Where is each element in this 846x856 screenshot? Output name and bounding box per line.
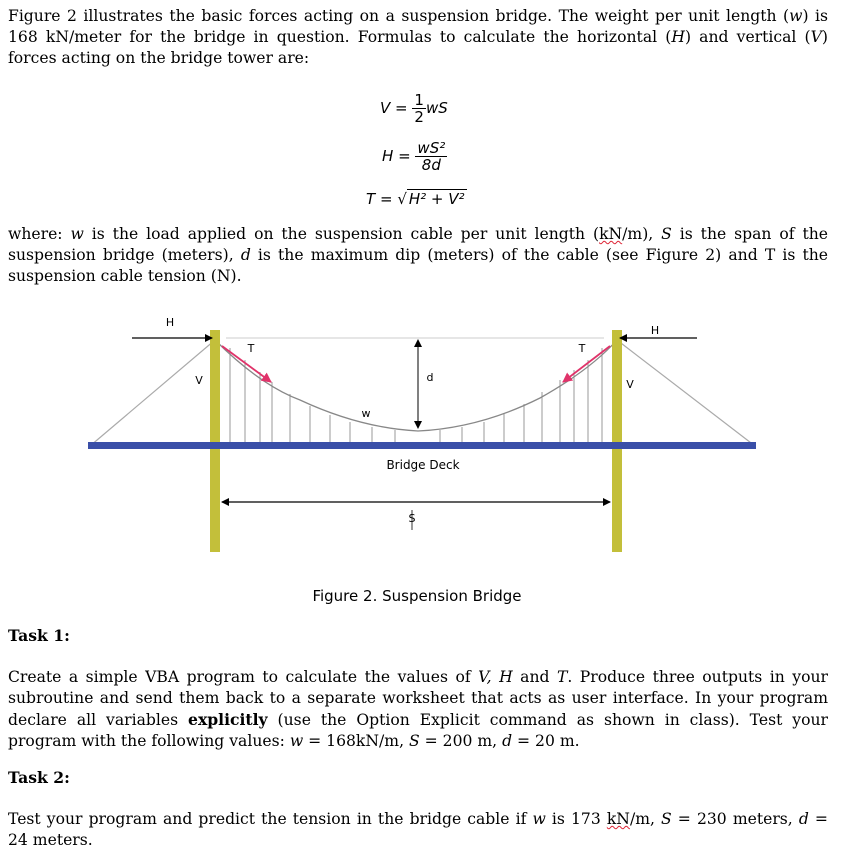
- formula-t-eq: =: [379, 190, 393, 208]
- t-arrow-left: [222, 346, 271, 382]
- label-h-right: H: [650, 324, 660, 337]
- task2-text-4: = 230 meters,: [671, 810, 799, 828]
- task2-text-3: /m,: [629, 810, 662, 828]
- formula-h-fraction: [415, 140, 447, 173]
- formula-t-lhs: T: [366, 190, 376, 208]
- task2-var-s: S: [661, 810, 672, 828]
- label-v-left: V: [195, 374, 203, 387]
- where-unit-kn: kN: [599, 225, 623, 243]
- formula-v-num: 1: [414, 91, 424, 109]
- intro-var-H: H: [671, 28, 685, 46]
- label-s: S: [408, 512, 416, 525]
- formula-t: [366, 190, 467, 208]
- where-text-2: is the load applied on the suspension cable per unit length (: [83, 225, 600, 243]
- intro-text-4: ) forces acting on the bridge tower are:: [8, 28, 828, 67]
- where-text-1: where:: [8, 225, 71, 243]
- where-paragraph: [8, 224, 828, 287]
- right-tower: [612, 330, 622, 552]
- task1-text-2: and: [512, 668, 557, 686]
- task1-var-t: T: [556, 668, 568, 686]
- task2-var-d: d: [798, 810, 809, 828]
- formula-h-den: 8d: [421, 156, 441, 174]
- suspension-bridge-figure: [0, 300, 846, 600]
- formula-v-rhs: wS: [425, 99, 448, 117]
- intro-var-V: V: [810, 28, 822, 46]
- intro-text-1: Figure 2 illustrates the basic forces acting on a suspension bridge. The weight per unit length (: [8, 7, 790, 25]
- where-var-w: w: [70, 225, 84, 243]
- formula-v-eq: =: [395, 99, 408, 117]
- task1-var-w: w: [289, 732, 304, 750]
- formula-t-rhs: H² + V²: [408, 190, 465, 208]
- task1-text-6: = 200 m,: [419, 732, 503, 750]
- intro-paragraph: [8, 6, 828, 69]
- task2-var-w: w: [532, 810, 546, 828]
- label-h-left: H: [165, 316, 175, 329]
- task1-paragraph: [8, 667, 828, 752]
- task1-heading: Task 1:: [8, 626, 70, 645]
- task1-var-s: S: [408, 732, 420, 750]
- task2-unit-kn: kN: [606, 810, 630, 828]
- task2-heading: Task 2:: [8, 768, 70, 787]
- formula-v: [380, 92, 448, 125]
- task1-var-vh: V, H: [478, 668, 513, 686]
- task1-text-3: . Produce three outputs in your subroutine and send them back to a separate worksheet that acts as user interface. In your program declare all variables: [8, 668, 828, 729]
- label-t-left: T: [247, 342, 255, 355]
- task1-text-4: (use the Option Explicit command as shown in class). Test your program with the following values:: [8, 711, 829, 750]
- formula-h-num: wS²: [417, 139, 446, 157]
- main-cable: [215, 340, 617, 431]
- task1-bold-explicitly: explicitly: [188, 710, 268, 729]
- where-text-5: is the maximum dip (meters) of the cable (see Figure 2) and T is the suspension cable tension (N).: [8, 246, 828, 285]
- task1-text-7: = 20 m.: [512, 732, 580, 750]
- t-arrow-right: [563, 346, 610, 382]
- task2-text-2: is 173: [545, 810, 607, 828]
- intro-var-w: w: [789, 7, 803, 25]
- formula-h: [382, 140, 447, 173]
- where-var-d: d: [240, 246, 251, 264]
- left-tower: [210, 330, 220, 552]
- right-backstay: [617, 340, 755, 446]
- intro-text-2: ) is 168 kN/meter for the bridge in question. Formulas to calculate the horizontal (: [8, 7, 828, 46]
- task2-text-1: Test your program and predict the tension in the bridge cable if: [8, 810, 533, 828]
- task1-text-5: = 168kN/m,: [303, 732, 409, 750]
- label-t-right: T: [578, 342, 586, 355]
- where-text-4: is the span of the suspension bridge (meters),: [8, 225, 828, 264]
- where-text-3: /m),: [622, 225, 662, 243]
- label-w: w: [361, 407, 371, 420]
- task2-paragraph: [8, 809, 828, 851]
- label-v-right: V: [626, 378, 634, 391]
- task2-text-5: = 24 meters.: [8, 810, 828, 849]
- formula-h-eq: =: [398, 147, 411, 165]
- intro-text-3: ) and vertical (: [684, 28, 811, 46]
- formula-v-den: 2: [414, 108, 424, 126]
- label-d: d: [426, 371, 434, 384]
- task1-var-d: d: [502, 732, 513, 750]
- formula-v-fraction: [412, 92, 426, 125]
- task1-text-1: Create a simple VBA program to calculate the values of: [8, 668, 479, 686]
- formula-v-lhs: V: [380, 99, 391, 117]
- where-var-S: S: [661, 225, 672, 243]
- formula-t-radical: √: [397, 190, 407, 208]
- figure-caption-text: Figure 2. Suspension Bridge: [312, 587, 522, 605]
- left-backstay: [90, 340, 215, 446]
- bridge-deck: [88, 442, 756, 449]
- formula-h-lhs: H: [382, 147, 394, 165]
- label-bridge-deck: Bridge Deck: [386, 458, 460, 472]
